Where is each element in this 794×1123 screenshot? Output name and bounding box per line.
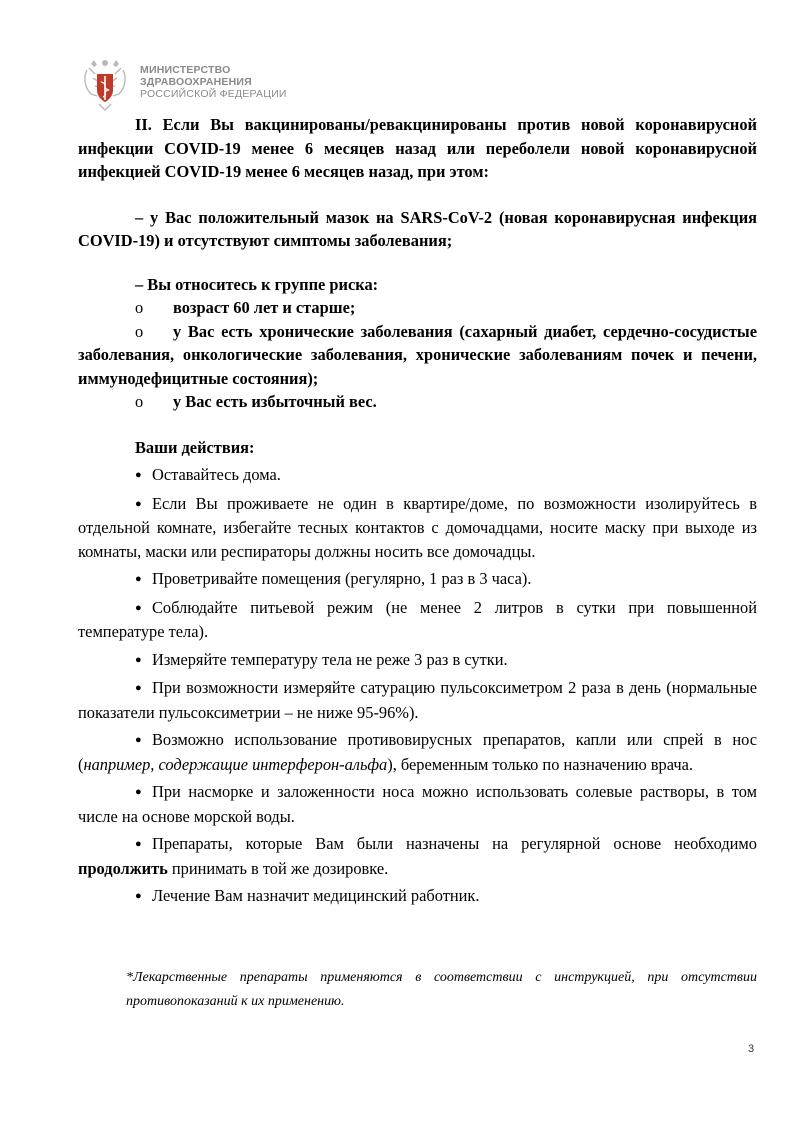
action-item-antiviral: ● Возможно использование противовирусных препаратов, капли или спрей в нос (например, содержащие интерферон-альфа), беременным только по назначению врача.: [78, 730, 757, 774]
section-intro: II. Если Вы вакцинированы/ревакцинированы против новой коронавирусной инфекции COVID-19 менее 6 месяцев назад или переболели новой коронавирусной инфекцией COVID-19 менее 6 месяцев назад, при этом:: [78, 115, 757, 181]
ministry-emblem-icon: [79, 56, 131, 112]
ministry-name: [140, 64, 287, 100]
action-item: ● Соблюдайте питьевой режим (не менее 2 литров в сутки при повышенной температуре тела).: [78, 597, 757, 641]
action-item: ● Измеряйте температуру тела не реже 3 раз в сутки.: [78, 648, 757, 673]
circle-marker-icon: o: [135, 321, 144, 341]
bullet-icon: ●: [135, 469, 142, 481]
bullet-icon: ●: [135, 601, 142, 614]
bullet-icon: ●: [135, 734, 142, 746]
action-item: ● Проветривайте помещения (регулярно, 1 раз в 3 часа).: [78, 567, 757, 592]
bullet-icon: ●: [135, 497, 142, 510]
document-body: [78, 113, 757, 913]
circle-marker-icon: o: [135, 392, 144, 411]
circle-marker-icon: o: [135, 298, 144, 317]
ministry-line-1: МИНИСТЕРСТВО: [140, 64, 231, 76]
risk-item-age: o возраст 60 лет и старше;: [78, 296, 757, 320]
ministry-line-2: ЗДРАВООХРАНЕНИЯ: [140, 76, 252, 88]
bullet-icon: ●: [135, 653, 142, 666]
risk-item-weight: o у Вас есть избыточный вес.: [78, 390, 757, 414]
action-item: ● Если Вы проживаете не один в квартире/доме, по возможности изолируйтесь в отдельной комнате, избегайте тесных контактов с домочадцами, носите маску при выходе из комнаты, маски или респираторы должны носить все домочадцы.: [78, 493, 757, 561]
bullet-icon: ●: [135, 890, 142, 902]
footnote: *Лекарственные препараты применяются в соответствии с инструкцией, при отсутствии противопоказаний к их применению.: [126, 970, 757, 1009]
page-number: 3: [748, 1043, 755, 1055]
bullet-icon: ●: [135, 573, 142, 585]
action-item-medications: ● Препараты, которые Вам были назначены на регулярной основе необходимо продолжить принимать в той же дозировке.: [78, 834, 757, 878]
action-item: ● Оставайтесь дома.: [78, 463, 757, 488]
ministry-line-3: РОССИЙСКОЙ ФЕДЕРАЦИИ: [140, 88, 287, 100]
action-item: ● Лечение Вам назначит медицинский работник.: [78, 884, 757, 909]
action-item: ● При возможности измеряйте сатурацию пульсоксиметром 2 раза в день (нормальные показатели пульсоксиметрии – не ниже 95-96%).: [78, 678, 757, 722]
actions-heading: Ваши действия:: [135, 437, 255, 457]
risk-group-heading: – Вы относитесь к группе риска:: [135, 274, 379, 294]
bullet-icon: ●: [135, 682, 142, 694]
bullet-icon: ●: [135, 786, 142, 798]
action-item: ● При насморке и заложенности носа можно использовать солевые растворы, в том числе на основе морской воды.: [78, 782, 757, 826]
bullet-icon: ●: [135, 838, 142, 850]
positive-swab-condition: – у Вас положительный мазок на SARS-CoV-2 (новая коронавирусная инфекция COVID-19) и отсутствуют симптомы заболевания;: [78, 207, 757, 250]
risk-item-chronic: o у Вас есть хронические заболевания (сахарный диабет, сердечно-сосудистые заболевания, онкологические заболевания, хронические заболеваниям почек и печени, иммунодефицитные состояния);: [78, 321, 757, 388]
